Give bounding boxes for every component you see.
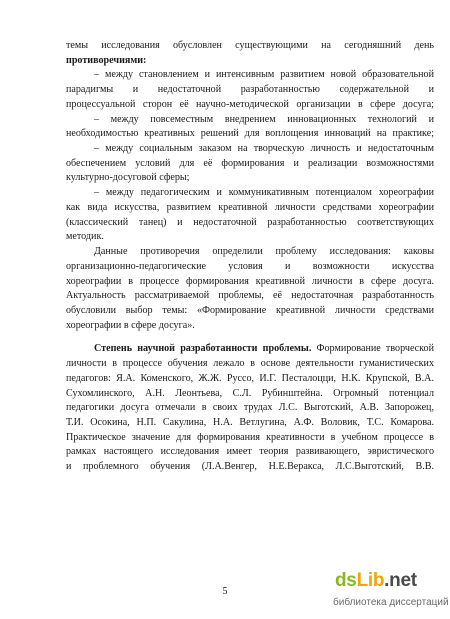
text-line <box>66 216 434 231</box>
bold-text-segment: противоречиями: <box>66 54 147 66</box>
text-segment: обусловили выбор темы: «Формирование креативной личности средствами <box>66 304 434 316</box>
body-text <box>66 39 434 475</box>
text-line <box>66 157 434 172</box>
text-line <box>66 387 434 402</box>
text-line <box>66 68 434 83</box>
watermark-caption: библиотека диссертаций <box>333 597 449 608</box>
text-line <box>66 304 434 319</box>
text-segment: – между социальным заказом на творческую личность и недостаточным <box>94 143 434 155</box>
text-segment: необходимостью креативных решений для воплощения инноваций на практике; <box>66 128 434 140</box>
text-line <box>66 460 434 475</box>
text-line <box>66 171 434 186</box>
text-line <box>66 245 434 260</box>
text-segment: – между становлением и интенсивным развитием новой образовательной <box>94 69 434 81</box>
watermark-logo-net: .net <box>384 570 417 591</box>
text-segment: хореографии в сфере досуга». <box>66 319 195 331</box>
text-line <box>66 113 434 128</box>
text-line <box>66 416 434 431</box>
text-segment: процессуальной сторон её научно-методической организации в сфере досуга; <box>66 98 434 110</box>
text-segment: Сухомлинского, А.Н. Леонтьева, С.Л. Рубинштейна. Огромный потенциал <box>66 387 434 399</box>
page-number: 5 <box>222 586 228 597</box>
text-line <box>66 54 434 69</box>
text-line <box>66 275 434 290</box>
text-line <box>66 289 434 304</box>
text-line <box>66 445 434 460</box>
watermark-logo <box>335 570 417 592</box>
text-segment: организационно-педагогические условия и возможности искусства <box>66 260 434 272</box>
text-line <box>66 98 434 113</box>
text-line <box>66 230 434 245</box>
text-line <box>66 186 434 201</box>
text-segment: Данные противоречия определили проблему исследования: каковы <box>94 246 434 258</box>
text-line <box>66 431 434 446</box>
text-line <box>66 401 434 416</box>
watermark-logo-lib: Lib <box>356 570 385 591</box>
text-segment: парадигмы и недостаточной разработанностью содержательной и <box>66 84 434 96</box>
text-segment: обеспечением условий для её формирования и реализации возможностями <box>66 157 434 169</box>
text-line <box>66 260 434 275</box>
text-segment: личности в процессе обучения лежало в основе деятельности гуманистических <box>66 358 434 370</box>
text-line <box>66 201 434 216</box>
text-segment: педагогов: Я.А. Коменского, Ж.Ж. Руссо, И.Г. Песталоцци, Н.К. Крупской, В.А. <box>66 372 434 384</box>
text-line <box>66 39 434 54</box>
text-segment: – между повсеместным внедрением инновационных технологий и <box>94 113 434 125</box>
text-segment: педагогики досуга отмечали в своих трудах Л.С. Выготский, А.В. Запорожец, <box>66 402 434 414</box>
text-segment: рамках настоящего исследования имеет теория развивающего, эвристического <box>66 446 434 458</box>
text-segment: методик. <box>66 231 104 243</box>
text-segment: темы исследования обусловлен существующими на сегодняшний день <box>66 40 434 51</box>
bold-text-segment: Степень научной разработанности проблемы. <box>94 343 312 355</box>
text-segment: и проблемного обучения (Л.А.Венгер, Н.Е.Веракса, Л.С.Выготский, В.В. <box>66 461 434 473</box>
text-segment: Актуальность рассматриваемой проблемы, её недостаточная разработанность <box>66 290 434 302</box>
text-segment: Т.И. Осокина, Н.П. Сакулина, Н.А. Ветлугина, А.Ф. Воловик, Т.С. Комарова. <box>66 416 434 428</box>
text-line <box>66 372 434 387</box>
text-line <box>66 127 434 142</box>
text-segment: Формирование творческой <box>311 343 434 355</box>
text-segment: (классический танец) и недостаточной разработанностью соответствующих <box>66 216 434 228</box>
text-line <box>66 357 434 372</box>
text-segment: хореографии в процессе формирования креативной личности в сфере досуга. <box>66 275 434 287</box>
text-segment: Практическое значение для формирования креативности в учебном процессе в <box>66 431 434 443</box>
text-segment: как вида искусства, развитием креативной личности средствами хореографии <box>66 201 434 213</box>
text-segment: – между педагогическим и коммуникативным потенциалом хореографии <box>94 187 434 199</box>
text-line <box>66 83 434 98</box>
watermark <box>333 570 449 614</box>
watermark-logo-ds: ds <box>335 570 357 591</box>
text-segment: культурно-досуговой сферы; <box>66 172 190 184</box>
text-line <box>66 319 434 334</box>
text-line <box>66 342 434 357</box>
text-line <box>66 142 434 157</box>
